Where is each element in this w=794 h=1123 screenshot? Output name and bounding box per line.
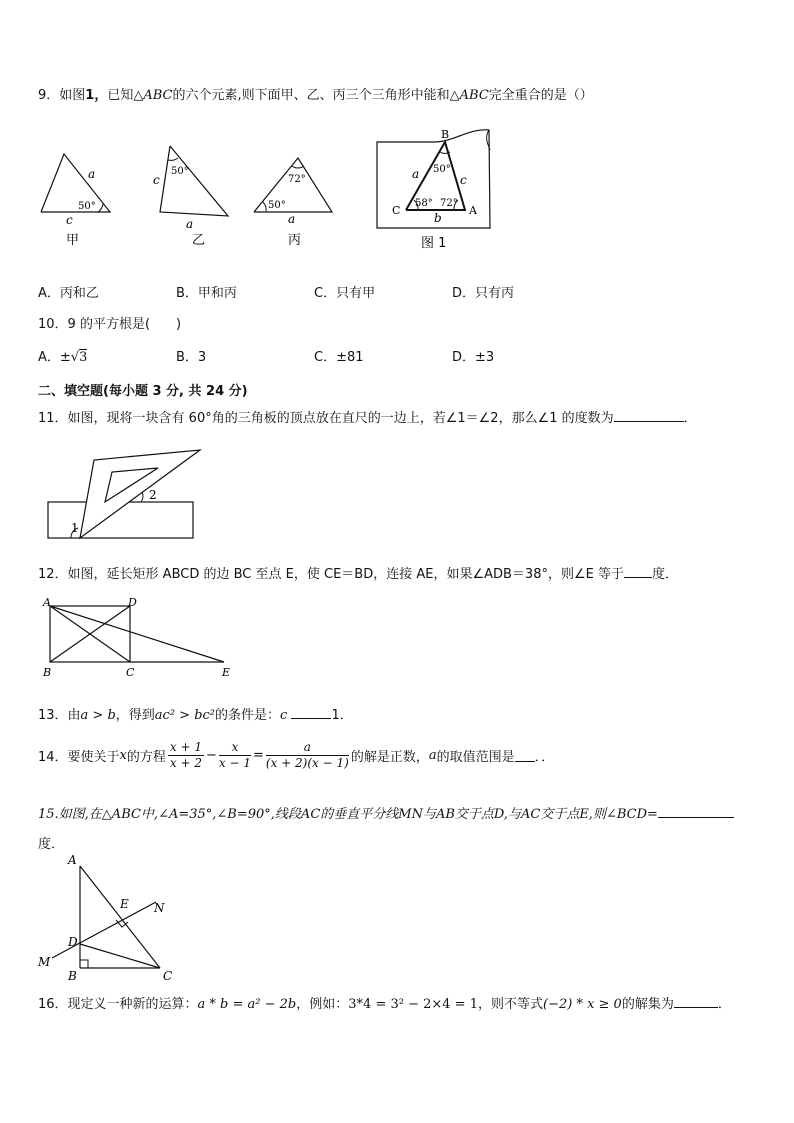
q9-figure-jia bbox=[36, 146, 126, 252]
section-heading: 二、填空题(每小题 3 分, 共 24 分) bbox=[38, 384, 248, 399]
q15-stem-line1: 15.如图,在△ABC中,∠A=35°,∠B=90°,线段AC的垂直平分线MN与AB交于点D,与AC交于点E,则∠BCD= bbox=[38, 803, 734, 822]
q16-stem: 16．现定义一种新的运算：a * b = a² − 2b，例如：3*4 = 3² − 2×4 = 1，则不等式(−2) * x ≥ 0的解集为 ． bbox=[38, 997, 731, 1012]
side-a-label: a bbox=[186, 217, 194, 231]
angle-72-label: 72° bbox=[288, 174, 306, 185]
vertex-B-label: B bbox=[441, 128, 450, 141]
vertex-D-label: D bbox=[128, 596, 137, 609]
side-a-label: a bbox=[412, 167, 420, 181]
q15-stem-line2: 度． bbox=[38, 837, 65, 852]
side-a-label: a bbox=[288, 212, 296, 226]
vertex-B-label: B bbox=[68, 969, 77, 982]
side-c-label: c bbox=[66, 213, 73, 227]
q9-option-a: A．丙和乙 bbox=[38, 286, 99, 301]
angle-50-label: 50° bbox=[268, 200, 286, 211]
answer-blank[interactable] bbox=[624, 565, 652, 578]
fraction-1: $\frac{x + 1}{x + 2}$ bbox=[169, 740, 202, 770]
answer-blank[interactable] bbox=[614, 409, 684, 422]
q9-stem: 9．如图1，已知△ABC的六个元素,则下面甲、乙、丙三个三角形中能和△ABC完全重合的是（） bbox=[38, 88, 593, 103]
angle-50-label: 50° bbox=[78, 201, 96, 212]
angle-2-label: 2 bbox=[149, 488, 157, 502]
vertex-A-label: A bbox=[43, 596, 51, 609]
q13-stem: 13．由a > b，得到ac² > bc²的条件是：c 1． bbox=[38, 708, 353, 723]
point-E-label: E bbox=[120, 897, 129, 911]
q10-option-c: C．±81 bbox=[314, 350, 364, 365]
answer-blank[interactable] bbox=[291, 706, 331, 719]
point-D-label: D bbox=[68, 935, 78, 949]
vertex-A-label: A bbox=[469, 204, 477, 217]
q10-option-b: B．3 bbox=[176, 350, 207, 365]
q14-stem: 14．要使关于 x 的方程 $\frac{x + 1}{x + 2}$ − $\frac{x}{x - 1}$ = $\frac{a}{(x + 2)(x - 1)}$ 的解是正数， a 的取值范围是 ．． bbox=[38, 740, 555, 770]
vertex-C-label: C bbox=[126, 666, 135, 679]
vertex-C-label: C bbox=[163, 969, 173, 982]
angle-50-label: 50° bbox=[171, 166, 189, 177]
q9-figure-bing bbox=[248, 150, 338, 252]
side-a-label: a bbox=[88, 167, 96, 181]
q9-figure-1 bbox=[374, 124, 498, 258]
side-c-label: c bbox=[153, 173, 160, 187]
q10-option-d: D．±3 bbox=[452, 350, 495, 365]
q12-stem: 12．如图，延长矩形 ABCD 的边 BC 至点 E，使 CE＝BD，连接 AE，如果∠ADB＝38°，则∠E 等于 度． bbox=[38, 567, 678, 582]
q10-option-a: A．±√3 bbox=[38, 350, 88, 365]
figure-1-caption: 图 1 bbox=[421, 236, 447, 251]
answer-blank[interactable] bbox=[658, 805, 734, 818]
q11-figure bbox=[46, 440, 206, 544]
answer-blank[interactable] bbox=[674, 995, 718, 1008]
q15-figure bbox=[36, 850, 186, 982]
angle-50-label: 50° bbox=[433, 164, 451, 175]
q9-option-d: D．只有丙 bbox=[452, 286, 515, 301]
q10-stem: 10．9 的平方根是( ) bbox=[38, 317, 182, 332]
angle-1-label: 1 bbox=[71, 521, 79, 535]
fraction-3: $\frac{a}{(x + 2)(x - 1)}$ bbox=[265, 740, 349, 770]
figure-jia-caption: 甲 bbox=[66, 233, 80, 248]
figure-bing-caption: 丙 bbox=[288, 233, 302, 248]
side-b-label: b bbox=[434, 211, 442, 225]
side-c-label: c bbox=[460, 173, 467, 187]
vertex-B-label: B bbox=[43, 666, 52, 679]
angle-58-label: 58° bbox=[415, 198, 433, 209]
vertex-A-label: A bbox=[68, 853, 77, 867]
q9-option-c: C．只有甲 bbox=[314, 286, 376, 301]
q12-figure bbox=[38, 594, 238, 680]
q9-option-b: B．甲和丙 bbox=[176, 286, 237, 301]
point-M-label: M bbox=[38, 955, 51, 969]
answer-blank[interactable] bbox=[515, 749, 535, 762]
vertex-C-label: C bbox=[392, 204, 401, 217]
q11-stem: 11．如图，现将一块含有 60°角的三角板的顶点放在直尺的一边上，若∠1＝∠2，那么∠1 的度数为 ． bbox=[38, 411, 697, 426]
figure-yi-caption: 乙 bbox=[192, 233, 206, 248]
q9-figure-yi bbox=[150, 140, 240, 252]
angle-72-label: 72° bbox=[440, 198, 458, 209]
point-N-label: N bbox=[154, 901, 165, 915]
fraction-2: $\frac{x}{x - 1}$ bbox=[218, 740, 251, 770]
sqrt-sign: √ bbox=[70, 350, 80, 365]
vertex-E-label: E bbox=[222, 666, 231, 679]
